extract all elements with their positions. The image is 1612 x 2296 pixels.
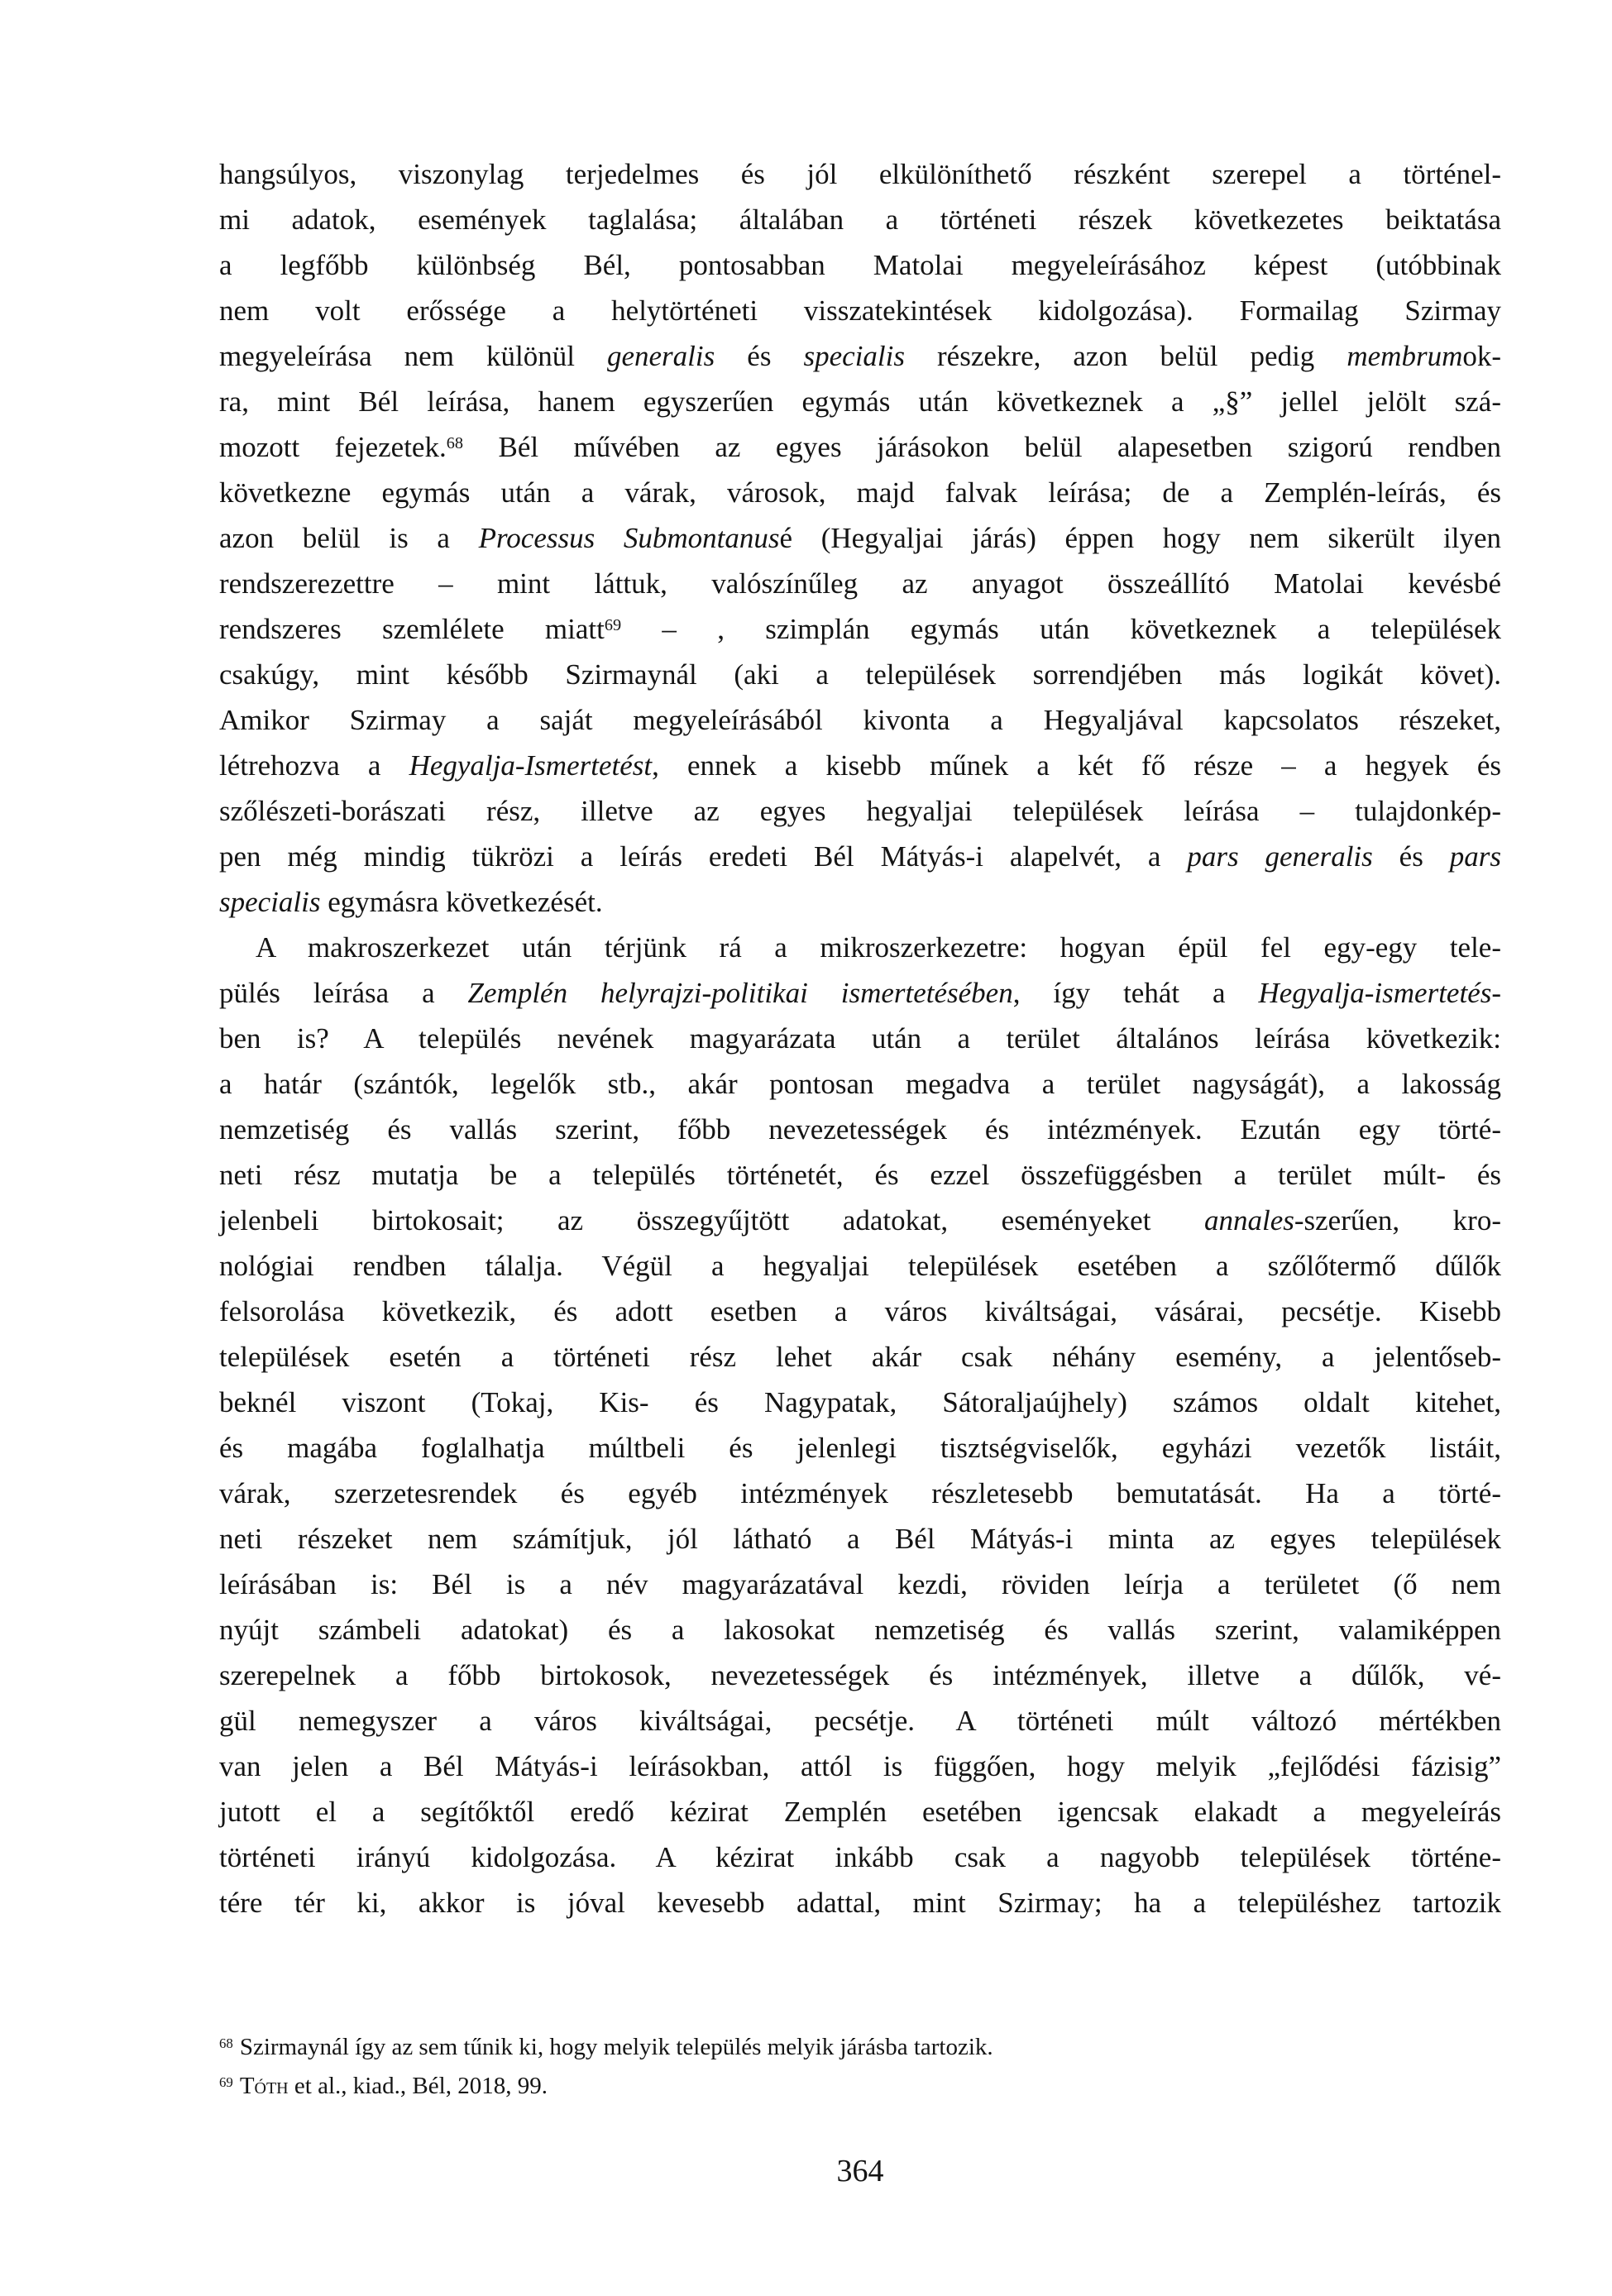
footnote-marker: 68: [219, 2035, 233, 2051]
text-run: neti részeket nem számítjuk, jól látható a Bél Mátyás-i minta az egyes települések: [219, 1523, 1501, 1555]
text-line: [219, 1334, 1501, 1380]
text-line: [219, 743, 1501, 788]
text-line: [219, 333, 1501, 379]
footnotes: [219, 2028, 1501, 2106]
text-line: [219, 1243, 1501, 1289]
text-run: és magába foglalhatja múltbeli és jelenlegi tisztségviselők, egyházi vezetők listáit,: [219, 1432, 1501, 1464]
text-line: [219, 697, 1501, 743]
text-line: [219, 561, 1501, 606]
text-line: [219, 1016, 1501, 1061]
text-run: pars: [1449, 840, 1502, 873]
text-line: [219, 424, 1501, 470]
text-run: és: [1372, 840, 1450, 873]
text-line: [219, 1107, 1501, 1152]
text-run: -szerűen, kro-: [1294, 1204, 1501, 1236]
text-run: beknél viszont (Tokaj, Kis- és Nagypatak, Sátoraljaújhely) számos oldalt kitehet,: [219, 1386, 1501, 1418]
text-line: [219, 834, 1501, 879]
text-run: Amikor Szirmay a saját megyeleírásából kivonta a Hegyaljával kapcsolatos részeket,: [219, 704, 1501, 736]
text-run: pen még mindig tükrözi a leírás eredeti Bél Mátyás-i alapelvét, a: [219, 840, 1188, 873]
footnote-ref: 69: [604, 615, 622, 634]
text-line: [219, 879, 1501, 925]
text-run: neti rész mutatja be a település történetét, és ezzel összefüggésben a terület múlt- és: [219, 1159, 1501, 1191]
text-run: a határ (szántók, legelők stb., akár pontosan megadva a terület nagyságát), a lakosság: [219, 1068, 1501, 1100]
text-run: gül nemegyszer a város kiváltságai, pecsétje. A történeti múlt változó mértékben: [219, 1705, 1501, 1737]
text-run: hangsúlyos, viszonylag terjedelmes és jól elkülöníthető részként szerepel a történel-: [219, 158, 1501, 190]
footnote: [219, 2067, 1501, 2106]
text-line: [219, 1289, 1501, 1334]
text-run: szőlészeti-borászati rész, illetve az egyes hegyaljai települések leírása – tulajdonkép-: [219, 795, 1501, 827]
text-run: nyújt számbeli adatokat) és a lakosokat nemzetiség és vallás szerint, valamiképpen: [219, 1614, 1501, 1646]
text-line: [219, 788, 1501, 834]
text-run: membrum: [1347, 340, 1463, 372]
text-run: – , szimplán egymás után következnek a települések: [621, 613, 1501, 645]
text-line: [219, 1152, 1501, 1198]
text-run: Szirmaynál így az sem tűnik ki, hogy melyik település melyik járásba tartozik.: [239, 2034, 993, 2060]
text-run: jelenbeli birtokosait; az összegyűjtött adatokat, eseményeket: [219, 1204, 1204, 1236]
text-run: csakúgy, mint később Szirmaynál (aki a települések sorrendjében más logikát követ).: [219, 658, 1501, 691]
text-line: [219, 1607, 1501, 1653]
text-run: nológiai rendben tálalja. Végül a hegyaljai települések esetében a szőlőtermő dűlők: [219, 1250, 1501, 1282]
text-run: történeti irányú kidolgozása. A kézirat inkább csak a nagyobb települések történe-: [219, 1841, 1501, 1873]
text-line: [219, 1653, 1501, 1698]
text-line: [219, 1744, 1501, 1789]
text-run: A makroszerkezet után térjünk rá a mikroszerkezetre: hogyan épül fel egy-egy tele-: [256, 931, 1501, 964]
text-run: et al., kiad., Bél, 2018, 99.: [288, 2073, 548, 2099]
text-line: [219, 606, 1501, 652]
text-run: pülés leírása a: [219, 977, 468, 1009]
text-run: és: [715, 340, 804, 372]
text-run: ok-: [1462, 340, 1501, 372]
text-line: [219, 1789, 1501, 1834]
text-run: következne egymás után a várak, városok, majd falvak leírása; de a Zemplén-leírás, és: [219, 476, 1501, 509]
text-run: felsorolása következik, és adott esetben a város kiváltságai, vásárai, pecsétje. Kisebb: [219, 1295, 1501, 1327]
text-run: ben is? A település nevének magyarázata után a terület általános leírása következik:: [219, 1022, 1501, 1055]
text-line: [219, 242, 1501, 288]
text-run: települések esetén a történeti rész lehet akár csak néhány esemény, a jelentőseb-: [219, 1341, 1501, 1373]
text-run: azon belül is a: [219, 522, 479, 554]
footnote-ref: 68: [446, 433, 463, 452]
text-run: annales: [1203, 1204, 1294, 1236]
text-line: [219, 151, 1501, 197]
text-run: részekre, azon belül pedig: [904, 340, 1347, 372]
text-line: [219, 1880, 1501, 1925]
text-run: specialis: [219, 886, 321, 918]
text-run: Hegyalja-Ismertetést: [409, 749, 653, 782]
text-line: [219, 470, 1501, 515]
text-run: Zemplén helyrajzi-politikai ismertetésében: [467, 977, 1013, 1009]
text-line: [219, 515, 1501, 561]
text-line: [219, 197, 1501, 242]
text-line: [219, 1834, 1501, 1880]
text-run: tére tér ki, akkor is jóval kevesebb adattal, mint Szirmay; ha a településhez tartozik: [219, 1887, 1501, 1919]
text-run: nem volt erőssége a helytörténeti visszatekintések kidolgozása). Formailag Szirmay: [219, 294, 1501, 327]
text-run: pars generalis: [1187, 840, 1373, 873]
text-run: létrehozva a: [219, 749, 409, 782]
text-run: a legfőbb különbség Bél, pontosabban Matolai megyeleírásához képest (utóbbinak: [219, 249, 1501, 281]
text-run: Bél művében az egyes járásokon belül alapesetben szigorú rendben: [463, 431, 1501, 463]
body-text: [219, 151, 1501, 1925]
text-line: [219, 1198, 1501, 1243]
text-line: [219, 288, 1501, 333]
text-run: Tóth: [239, 2073, 289, 2099]
footnote-marker: 69: [219, 2074, 233, 2090]
text-line: [219, 1425, 1501, 1471]
text-run: van jelen a Bél Mátyás-i leírásokban, attól is függően, hogy melyik „fejlődési fázisig”: [219, 1750, 1501, 1782]
text-line: [219, 1380, 1501, 1425]
text-run: ra, mint Bél leírása, hanem egyszerűen egymás után következnek a „§” jellel jelölt szá-: [219, 385, 1501, 418]
text-line: [219, 1562, 1501, 1607]
text-run: nemzetiség és vallás szerint, főbb nevezetességek és intézmények. Ezután egy törté-: [219, 1113, 1501, 1146]
text-run: specialis: [803, 340, 905, 372]
text-line: [219, 970, 1501, 1016]
text-run: rendszerezettre – mint láttuk, valószínűleg az anyagot összeállító Matolai kevésbé: [219, 567, 1501, 600]
text-run: egymásra következését.: [320, 886, 603, 918]
text-run: jutott el a segítőktől eredő kézirat Zemplén esetében igencsak elakadt a megyeleírás: [219, 1796, 1501, 1828]
text-run: é (Hegyaljai járás) éppen hogy nem sikerült ilyen: [779, 522, 1501, 554]
text-run: megyeleírása nem különül: [219, 340, 607, 372]
text-run: mi adatok, események taglalása; általában a történeti részek következetes beiktatása: [219, 203, 1501, 236]
text-run: generalis: [606, 340, 715, 372]
text-run: rendszeres szemlélete miatt: [219, 613, 605, 645]
text-run: Hegyalja-ismertetés-: [1258, 977, 1502, 1009]
text-line: [219, 379, 1501, 424]
text-line: [219, 1061, 1501, 1107]
text-line: [219, 1471, 1501, 1516]
text-run: leírásában is: Bél is a név magyarázatával kezdi, röviden leírja a területet (ő nem: [219, 1568, 1501, 1600]
text-run: , így tehát a: [1012, 977, 1259, 1009]
page-number: 364: [836, 2154, 884, 2188]
footnote: [219, 2028, 1501, 2067]
text-run: szerepelnek a főbb birtokosok, nevezetességek és intézmények, illetve a dűlők, vé-: [219, 1659, 1501, 1691]
text-run: várak, szerzetesrendek és egyéb intézmények részletesebb bemutatását. Ha a törté-: [219, 1477, 1501, 1509]
text-line: [219, 652, 1501, 697]
text-run: mozott fejezetek.: [219, 431, 447, 463]
text-run: , ennek a kisebb műnek a két fő része – a hegyek és: [652, 749, 1501, 782]
text-line: [219, 1698, 1501, 1744]
text-line: [219, 1516, 1501, 1562]
text-run: Processus Submontanus: [478, 522, 780, 554]
text-line: [219, 925, 1501, 970]
